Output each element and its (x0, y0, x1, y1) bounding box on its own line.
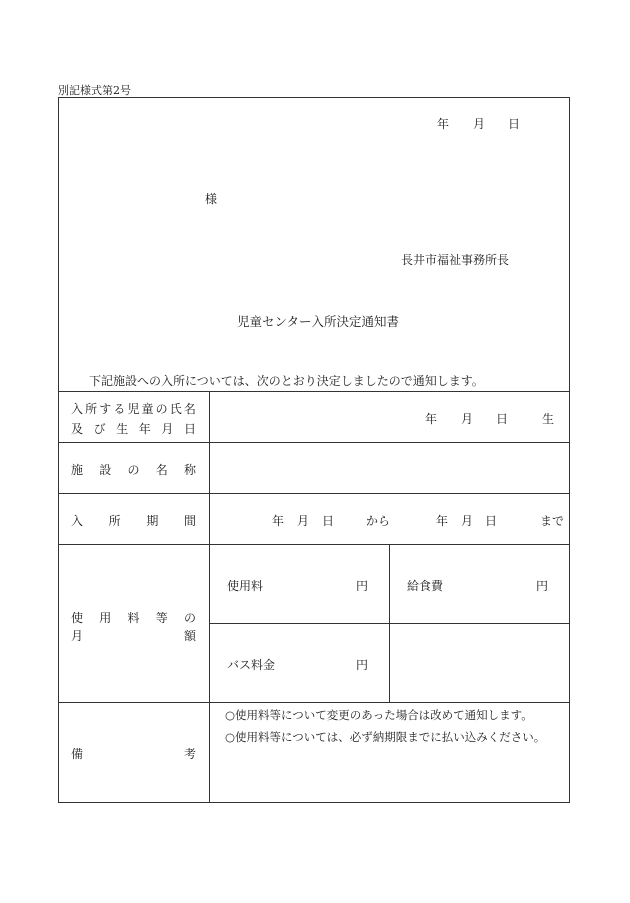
issuer-name: 長井市福祉事務所長 (401, 253, 510, 267)
fee-column-divider (389, 544, 390, 702)
date-year-label: 年 (437, 117, 450, 131)
period-start-day: 日 (322, 514, 335, 528)
label-column-divider (209, 391, 210, 802)
remarks-label: 備 考 (71, 747, 196, 761)
period-end-day: 日 (485, 514, 498, 528)
remarks-note-1: ○使用料等について変更のあった場合は改めて通知します。 (225, 708, 533, 722)
period-until-label: まで (540, 514, 565, 528)
date-day-label: 日 (508, 117, 521, 131)
addressee-suffix: 様 (205, 192, 218, 206)
birth-year-label: 年 (425, 412, 438, 426)
notice-frame (58, 97, 570, 803)
birth-suffix-label: 生 (542, 412, 555, 426)
bus-fee-label: バス料金 (227, 658, 276, 672)
bus-fee-unit: 円 (356, 658, 369, 672)
birth-day-label: 日 (496, 412, 509, 426)
period-label: 入 所 期 間 (71, 514, 196, 528)
form-number: 別記様式第2号 (58, 84, 131, 97)
fees-label-line2: 月 額 (71, 629, 196, 643)
birth-month-label: 月 (461, 412, 474, 426)
usage-fee-label: 使用料 (227, 579, 264, 593)
row-divider (59, 442, 569, 443)
row-divider (59, 544, 569, 545)
facility-label: 施 設 の 名 称 (71, 463, 196, 477)
meal-fee-label: 給食費 (407, 579, 444, 593)
period-end-year: 年 (436, 514, 449, 528)
intro-text: 下記施設への入所については、次のとおり決定しましたので通知します。 (89, 374, 484, 388)
child-label-line1: 入 所 す る 児 童 の 氏 名 (71, 402, 196, 416)
remarks-note-2: ○使用料等については、必ず納期限までに払い込みください。 (225, 730, 546, 744)
document-title: 児童センター入所決定通知書 (237, 314, 400, 329)
fees-label-line1: 使 用 料 等 の (71, 611, 196, 625)
child-label-line2: 及 び 生 年 月 日 (71, 422, 196, 436)
meal-fee-unit: 円 (536, 579, 549, 593)
period-from-label: から (366, 514, 391, 528)
row-divider (59, 702, 569, 703)
row-divider (59, 391, 569, 392)
date-month-label: 月 (473, 117, 486, 131)
period-start-month: 月 (297, 514, 310, 528)
usage-fee-unit: 円 (356, 579, 369, 593)
period-start-year: 年 (272, 514, 285, 528)
period-end-month: 月 (461, 514, 474, 528)
row-divider (59, 493, 569, 494)
